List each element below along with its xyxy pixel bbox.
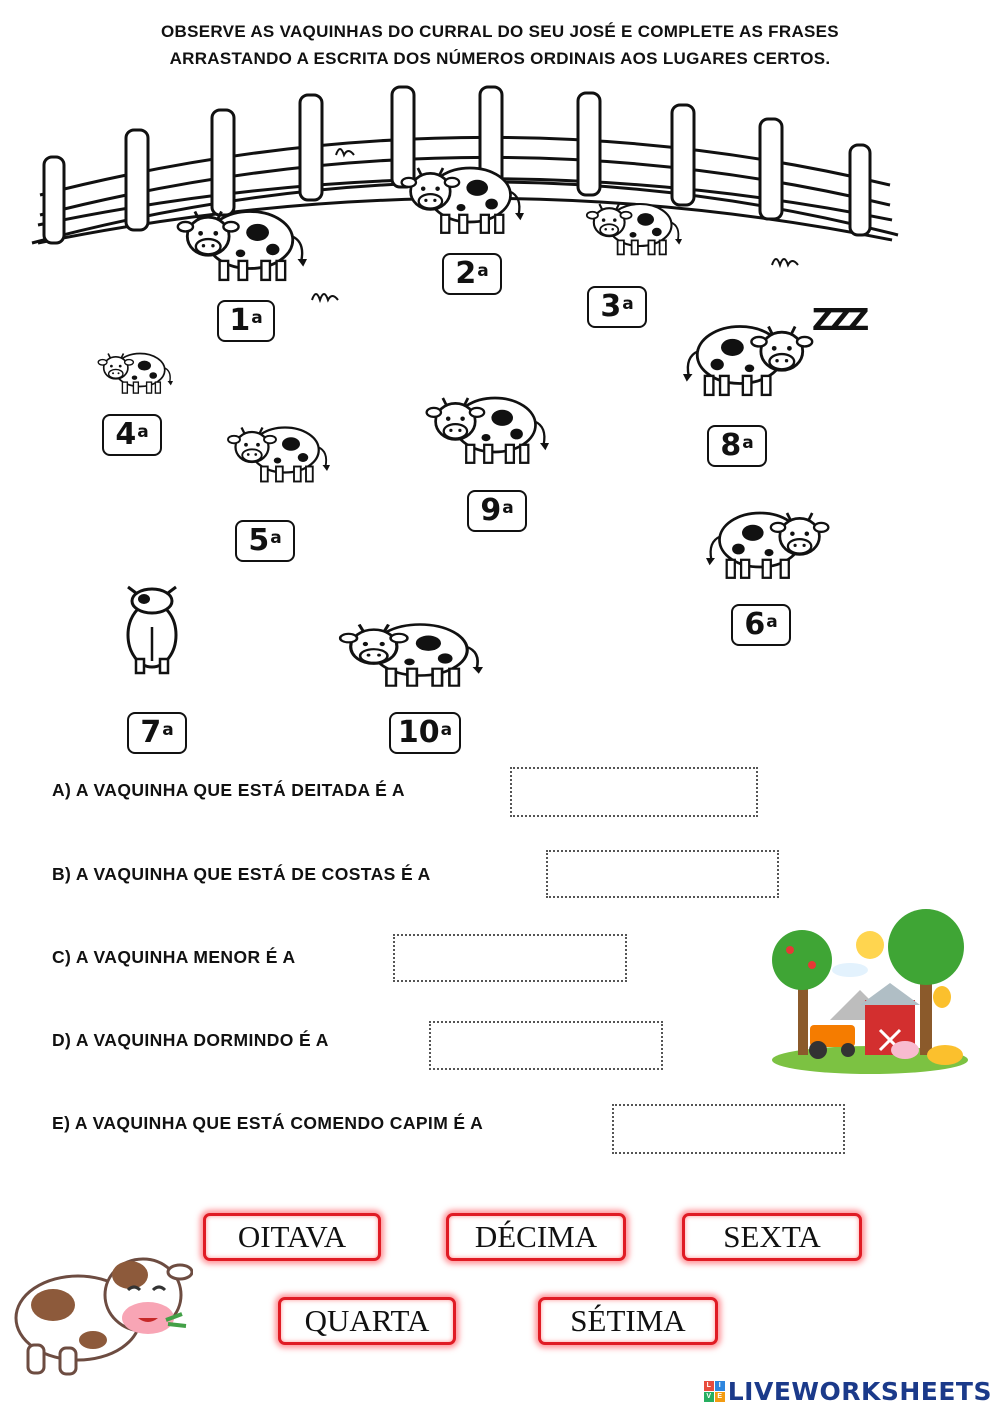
liveworksheets-logo bbox=[704, 1377, 992, 1406]
ordinal-label-2: 2$^a$ bbox=[442, 253, 502, 295]
ordinal-label-5: 5$^a$ bbox=[235, 520, 295, 562]
ordinal-label-6: 6$^a$ bbox=[731, 604, 791, 646]
farm-illustration bbox=[770, 905, 975, 1075]
ordinal-label-8: 8$^a$ bbox=[707, 425, 767, 467]
option-setima[interactable]: SÉTIMA bbox=[538, 1297, 718, 1345]
cow-1 bbox=[178, 212, 307, 280]
logo-letter-v: V bbox=[704, 1392, 714, 1402]
instructions-line-2: ARRASTANDO A ESCRITA DOS NÚMEROS ORDINAIS AOS LUGARES CERTOS. bbox=[169, 49, 831, 68]
ordinal-label-1: 1$^a$ bbox=[217, 300, 275, 342]
question-c: C) A VAQUINHA MENOR É A bbox=[52, 947, 296, 967]
ordinal-label-7: 7$^a$ bbox=[127, 712, 187, 754]
liveworksheets-logo-icon bbox=[704, 1381, 725, 1402]
cow-10 bbox=[340, 625, 483, 686]
question-b: B) A VAQUINHA QUE ESTÁ DE COSTAS É A bbox=[52, 864, 431, 884]
cow-9 bbox=[427, 398, 549, 463]
cow-4 bbox=[98, 354, 173, 394]
question-e: E) A VAQUINHA QUE ESTÁ COMENDO CAPIM É A bbox=[52, 1113, 484, 1133]
logo-letter-l: L bbox=[704, 1381, 714, 1391]
instructions-line-1: OBSERVE AS VAQUINHAS DO CURRAL DO SEU JOSÉ E COMPLETE AS FRASES bbox=[161, 22, 839, 41]
option-decima[interactable]: DÉCIMA bbox=[446, 1213, 626, 1261]
option-quarta[interactable]: QUARTA bbox=[278, 1297, 456, 1345]
answer-drop-d[interactable] bbox=[429, 1021, 663, 1070]
cow-8 bbox=[683, 327, 812, 395]
ordinal-label-10: 10$^a$ bbox=[389, 712, 461, 754]
cow-7 bbox=[128, 587, 176, 673]
question-a: A) A VAQUINHA QUE ESTÁ DEITADA É A bbox=[52, 780, 405, 800]
cartoon-cow-illustration bbox=[8, 1240, 193, 1380]
ordinal-label-3: 3$^a$ bbox=[587, 286, 647, 328]
answer-drop-e[interactable] bbox=[612, 1104, 845, 1154]
logo-letter-i: I bbox=[715, 1381, 725, 1391]
sleep-zzz: ZZZ bbox=[812, 303, 866, 338]
instructions bbox=[40, 18, 960, 72]
option-oitava[interactable]: OITAVA bbox=[203, 1213, 381, 1261]
option-sexta[interactable]: SEXTA bbox=[682, 1213, 862, 1261]
cow-6 bbox=[706, 513, 828, 578]
logo-letter-e: E bbox=[715, 1392, 725, 1402]
answer-drop-a[interactable] bbox=[510, 767, 758, 817]
answer-drop-c[interactable] bbox=[393, 934, 627, 982]
ordinal-label-9: 9$^a$ bbox=[467, 490, 527, 532]
ordinal-label-4: 4$^a$ bbox=[102, 414, 162, 456]
cow-3 bbox=[587, 204, 682, 254]
answer-drop-b[interactable] bbox=[546, 850, 779, 898]
liveworksheets-text: LIVEWORKSHEETS bbox=[727, 1377, 992, 1406]
cow-5 bbox=[228, 428, 330, 482]
question-d: D) A VAQUINHA DORMINDO É A bbox=[52, 1030, 329, 1050]
